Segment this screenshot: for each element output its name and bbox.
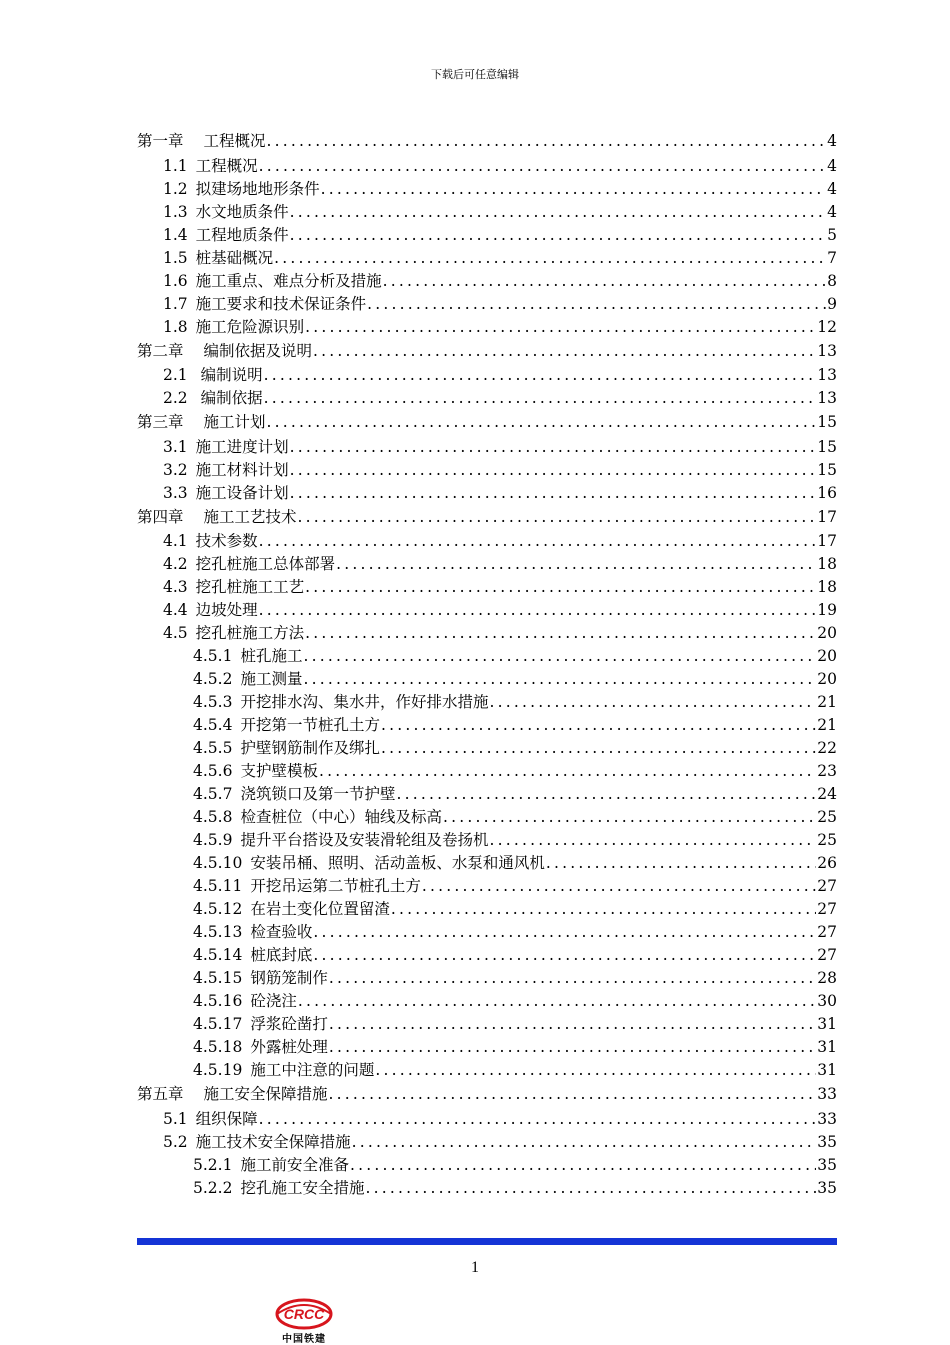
toc-entry-text <box>193 875 421 898</box>
toc-entry[interactable] <box>137 1059 837 1082</box>
toc-entry-title: 施工安全保障措施 <box>203 1085 328 1103</box>
toc-entry-number: 5.2 <box>163 1132 188 1151</box>
toc-entry-number: 1.4 <box>163 225 188 244</box>
toc-entry-number: 4.5.16 <box>193 992 243 1010</box>
toc-entry-title: 桩底封底 <box>250 946 313 964</box>
toc-dot-leader <box>290 201 826 224</box>
toc-entry-text <box>163 293 366 316</box>
toc-entry-number: 1.7 <box>163 294 188 313</box>
toc-dot-leader <box>274 247 826 270</box>
toc-entry[interactable] <box>137 783 837 806</box>
toc-entry-page: 22 <box>817 739 837 757</box>
toc-entry-text <box>193 668 302 691</box>
toc-dot-leader <box>443 806 816 829</box>
toc-dot-leader <box>329 967 816 990</box>
toc-entry[interactable] <box>137 622 837 645</box>
toc-entry-page: 20 <box>817 624 837 642</box>
toc-entry-page: 25 <box>817 808 837 826</box>
toc-entry[interactable] <box>137 921 837 944</box>
toc-entry-title: 施工计划 <box>203 413 266 431</box>
toc-entry-page: 31 <box>817 1061 837 1079</box>
toc-entry-title: 组织保障 <box>195 1109 258 1128</box>
toc-entry-number: 2.1 <box>163 366 193 384</box>
toc-entry-title: 施工重点、难点分析及措施 <box>195 271 382 290</box>
toc-entry-number: 4.5.4 <box>193 716 233 734</box>
toc-entry-number: 4.5.14 <box>193 946 243 964</box>
toc-dot-leader <box>305 622 816 645</box>
toc-dot-leader <box>329 1036 816 1059</box>
toc-entry[interactable] <box>137 1036 837 1059</box>
toc-entry-number: 第四章 <box>137 507 184 526</box>
toc-dot-leader <box>352 1131 817 1154</box>
toc-entry-number: 1.8 <box>163 317 188 336</box>
toc-entry-page: 18 <box>817 555 837 573</box>
toc-entry-title: 砼浇注 <box>250 992 297 1010</box>
toc-entry-number: 4.3 <box>163 578 188 596</box>
toc-entry-page: 20 <box>817 670 837 688</box>
toc-entry-title: 施工前安全准备 <box>240 1155 349 1174</box>
toc-entry-text <box>163 201 289 224</box>
toc-entry-number: 3.3 <box>163 483 188 502</box>
toc-entry-text <box>137 339 312 365</box>
toc-entry-text <box>137 410 266 436</box>
toc-entry-title: 挖孔桩施工总体部署 <box>195 555 336 573</box>
toc-entry-number: 4.2 <box>163 555 188 573</box>
toc-dot-leader <box>303 668 816 691</box>
toc-entry-title: 在岩土变化位置留渣 <box>250 900 390 918</box>
toc-entry-page: 31 <box>817 1038 837 1056</box>
toc-entry-page: 4 <box>827 179 837 198</box>
toc-dot-leader <box>305 316 816 339</box>
toc-entry-number: 4.5.12 <box>193 900 243 918</box>
toc-entry-number: 4.5.15 <box>193 969 243 987</box>
toc-dot-leader <box>259 530 817 553</box>
toc-entry-text <box>163 1108 258 1131</box>
toc-entry-title: 提升平台搭设及安装滑轮组及卷扬机 <box>240 831 489 849</box>
toc-entry-text <box>193 829 488 852</box>
toc-entry-text <box>193 645 302 668</box>
toc-entry[interactable] <box>137 364 837 387</box>
toc-entry-number: 4.5.19 <box>193 1061 243 1079</box>
toc-entry-page: 28 <box>817 969 837 987</box>
toc-entry-page: 4 <box>827 156 837 175</box>
toc-entry[interactable] <box>137 737 837 760</box>
toc-entry-number: 4.5.10 <box>193 854 243 872</box>
toc-entry-title: 外露桩处理 <box>250 1038 328 1056</box>
toc-entry-text <box>193 737 380 760</box>
toc-entry-text <box>193 990 297 1013</box>
toc-entry-number: 4.5.11 <box>193 877 243 895</box>
toc-dot-leader <box>259 1108 817 1131</box>
toc-entry-page: 15 <box>817 460 837 479</box>
toc-entry-title: 开挖排水沟、集水井，作好排水措施 <box>240 693 489 711</box>
logo-text: CRCC <box>283 1306 325 1322</box>
toc-entry-title: 施工要求和技术保证条件 <box>195 294 367 313</box>
toc-entry-page: 35 <box>817 1178 837 1197</box>
toc-entry-page: 15 <box>817 437 837 456</box>
toc-entry-page: 13 <box>817 366 837 384</box>
toc-entry-title: 边坡处理 <box>195 601 258 619</box>
toc-entry-text <box>193 1177 364 1200</box>
toc-entry-page: 17 <box>817 532 837 550</box>
page-number: 1 <box>471 1259 479 1276</box>
toc-entry-number: 第三章 <box>137 413 184 431</box>
toc-entry[interactable] <box>137 201 837 224</box>
toc-entry-text <box>193 806 442 829</box>
toc-entry[interactable] <box>137 530 837 553</box>
toc-entry-number: 4.5.18 <box>193 1038 243 1056</box>
toc-entry[interactable] <box>137 339 837 365</box>
toc-entry[interactable] <box>137 1013 837 1036</box>
toc-dot-leader <box>264 387 817 410</box>
toc-entry[interactable] <box>137 410 837 436</box>
toc-entry-page: 18 <box>817 578 837 596</box>
toc-entry[interactable] <box>137 459 837 482</box>
toc-entry[interactable] <box>137 155 837 178</box>
toc-entry-text <box>163 316 304 339</box>
toc-dot-leader <box>313 944 816 967</box>
toc-entry-title: 挖孔桩施工方法 <box>195 624 305 642</box>
toc-entry[interactable] <box>137 967 837 990</box>
toc-entry-text <box>163 599 258 622</box>
toc-entry-page: 25 <box>817 831 837 849</box>
toc-entry-title: 拟建场地地形条件 <box>195 179 320 198</box>
toc-entry[interactable] <box>137 990 837 1013</box>
toc-entry-number: 第五章 <box>137 1085 184 1103</box>
toc-entry[interactable] <box>137 576 837 599</box>
toc-entry-text <box>163 459 289 482</box>
toc-entry-number: 3.1 <box>163 437 188 456</box>
toc-entry-title: 开挖第一节桩孔土方 <box>240 716 380 734</box>
toc-entry-page: 13 <box>817 389 837 407</box>
toc-entry-page: 20 <box>817 647 837 665</box>
toc-entry-number: 4.5.8 <box>193 808 233 826</box>
toc-entry-title: 施工中注意的问题 <box>250 1061 375 1079</box>
toc-dot-leader <box>313 339 816 365</box>
toc-entry-page: 35 <box>817 1132 837 1151</box>
toc-entry[interactable] <box>137 482 837 505</box>
toc-entry-text <box>163 387 263 410</box>
toc-entry-page: 21 <box>817 716 837 734</box>
toc-dot-leader <box>267 410 817 436</box>
toc-dot-leader <box>381 737 816 760</box>
toc-dot-leader <box>396 783 816 806</box>
toc-entry-number: 1.6 <box>163 271 188 290</box>
toc-entry[interactable] <box>137 898 837 921</box>
toc-entry[interactable] <box>137 270 837 293</box>
toc-entry[interactable] <box>137 760 837 783</box>
toc-entry[interactable] <box>137 553 837 576</box>
toc-entry[interactable] <box>137 806 837 829</box>
toc-entry-title: 安装吊桶、照明、活动盖板、水泵和通风机 <box>250 854 545 872</box>
toc-entry-page: 4 <box>827 132 837 150</box>
toc-dot-leader <box>259 155 826 178</box>
toc-dot-leader <box>546 852 816 875</box>
toc-entry-page: 27 <box>817 900 837 918</box>
toc-entry-page: 27 <box>817 923 837 941</box>
logo-caption: 中国铁建 <box>282 1334 326 1345</box>
toc-entry[interactable] <box>137 645 837 668</box>
toc-entry-number: 第一章 <box>137 132 184 150</box>
toc-entry-page: 33 <box>817 1109 837 1128</box>
toc-entry-title: 编制依据及说明 <box>203 341 313 360</box>
toc-entry-text <box>163 364 263 387</box>
toc-entry[interactable] <box>137 1131 837 1154</box>
toc-entry-text <box>193 944 312 967</box>
toc-entry-page: 16 <box>817 483 837 502</box>
toc-entry[interactable] <box>137 178 837 201</box>
toc-entry-page: 23 <box>817 762 837 780</box>
toc-entry-text <box>193 783 395 806</box>
toc-dot-leader <box>264 364 817 387</box>
toc-entry-title: 编制依据 <box>200 389 263 407</box>
toc-entry[interactable] <box>137 714 837 737</box>
toc-entry-page: 27 <box>817 877 837 895</box>
toc-entry-title: 施工测量 <box>240 670 303 688</box>
toc-entry[interactable] <box>137 316 837 339</box>
toc-dot-leader <box>329 1082 817 1108</box>
toc-entry-text <box>137 505 297 531</box>
toc-entry-number: 3.2 <box>163 460 188 479</box>
toc-entry-text <box>137 1082 328 1108</box>
toc-entry-number: 4.5 <box>163 624 188 642</box>
toc-dot-leader <box>321 178 826 201</box>
toc-entry-text <box>137 129 266 155</box>
toc-entry-title: 施工工艺技术 <box>203 507 297 526</box>
toc-dot-leader <box>329 1013 816 1036</box>
toc-entry[interactable] <box>137 293 837 316</box>
toc-entry-text <box>193 1154 349 1177</box>
toc-entry[interactable] <box>137 129 837 155</box>
toc-entry-title: 桩基础概况 <box>195 248 274 267</box>
toc-entry-text <box>163 553 335 576</box>
toc-entry-page: 7 <box>827 248 837 267</box>
toc-entry-text <box>193 1036 328 1059</box>
toc-dot-leader <box>367 293 826 316</box>
toc-entry-text <box>193 760 318 783</box>
toc-entry[interactable] <box>137 599 837 622</box>
toc-dot-leader <box>381 714 816 737</box>
toc-entry-title: 水文地质条件 <box>195 202 289 221</box>
toc-entry-text <box>163 224 289 247</box>
toc-entry-title: 浮浆砼凿打 <box>250 1015 328 1033</box>
toc-entry[interactable] <box>137 1177 837 1200</box>
toc-entry-number: 4.5.7 <box>193 785 233 803</box>
toc-entry-page: 5 <box>827 225 837 244</box>
toc-entry[interactable] <box>137 852 837 875</box>
toc-entry-page: 31 <box>817 1015 837 1033</box>
toc-entry-number: 2.2 <box>163 389 193 407</box>
toc-entry-number: 1.5 <box>163 248 188 267</box>
toc-entry-title: 护壁钢筋制作及绑扎 <box>240 739 380 757</box>
toc-entry-text <box>193 691 488 714</box>
toc-dot-leader <box>319 760 816 783</box>
toc-dot-leader <box>298 505 817 531</box>
toc-entry[interactable] <box>137 1108 837 1131</box>
toc-entry-text <box>193 1059 374 1082</box>
toc-entry-number: 5.1 <box>163 1109 188 1128</box>
toc-entry-title: 技术参数 <box>195 532 258 550</box>
toc-entry-title: 支护壁模板 <box>240 762 318 780</box>
toc-entry-page: 4 <box>827 202 837 221</box>
toc-entry-title: 挖孔施工安全措施 <box>240 1178 365 1197</box>
toc-entry-title: 检查验收 <box>250 923 313 941</box>
toc-entry-number: 5.2.2 <box>193 1178 233 1197</box>
toc-entry-number: 4.5.13 <box>193 923 243 941</box>
toc-entry-number: 4.5.1 <box>193 647 233 665</box>
toc-entry-title: 施工进度计划 <box>195 437 289 456</box>
toc-entry[interactable] <box>137 668 837 691</box>
download-note: 下载后可任意编辑 <box>431 68 519 81</box>
toc-entry-number: 4.1 <box>163 532 188 550</box>
toc-entry[interactable] <box>137 1154 837 1177</box>
toc-entry-title: 挖孔桩施工工艺 <box>195 578 305 596</box>
toc-dot-leader <box>298 990 816 1013</box>
toc-entry[interactable] <box>137 224 837 247</box>
toc-entry-page: 15 <box>817 413 837 431</box>
toc-entry-title: 施工危险源识别 <box>195 317 305 336</box>
toc-dot-leader <box>336 553 816 576</box>
toc-dot-leader <box>365 1177 816 1200</box>
toc-entry-title: 检查桩位（中心）轴线及标高 <box>240 808 442 826</box>
toc-dot-leader <box>489 829 816 852</box>
toc-entry-number: 1.3 <box>163 202 188 221</box>
toc-entry-page: 30 <box>817 992 837 1010</box>
toc-dot-leader <box>313 921 816 944</box>
toc-dot-leader <box>290 436 817 459</box>
toc-entry[interactable] <box>137 436 837 459</box>
toc-entry-title: 编制说明 <box>200 366 263 384</box>
toc-entry-number: 4.4 <box>163 601 188 619</box>
toc-entry-text <box>193 1013 328 1036</box>
toc-dot-leader <box>305 576 816 599</box>
toc-entry-page: 17 <box>817 507 837 526</box>
toc-dot-leader <box>290 482 817 505</box>
toc-entry[interactable] <box>137 691 837 714</box>
toc-entry-page: 27 <box>817 946 837 964</box>
toc-entry-text <box>163 576 304 599</box>
toc-entry-number: 4.5.5 <box>193 739 233 757</box>
toc-entry-text <box>193 921 312 944</box>
toc-entry-text <box>193 714 380 737</box>
toc-entry[interactable] <box>137 829 837 852</box>
toc-entry[interactable] <box>137 387 837 410</box>
toc-entry-page: 21 <box>817 693 837 711</box>
toc-entry-title: 施工材料计划 <box>195 460 289 479</box>
toc-entry-number: 1.1 <box>163 156 188 175</box>
toc-entry-number: 4.5.3 <box>193 693 233 711</box>
toc-entry[interactable] <box>137 505 837 531</box>
toc-entry-number: 1.2 <box>163 179 188 198</box>
table-of-contents <box>137 129 837 1200</box>
toc-entry-number: 4.5.2 <box>193 670 233 688</box>
toc-entry-number: 4.5.9 <box>193 831 233 849</box>
toc-entry-text <box>163 178 320 201</box>
toc-dot-leader <box>350 1154 816 1177</box>
toc-entry-title: 桩孔施工 <box>240 647 303 665</box>
toc-entry-text <box>163 436 289 459</box>
footer-rule <box>137 1238 837 1245</box>
toc-entry-text <box>193 898 390 921</box>
toc-entry-text <box>163 530 258 553</box>
toc-entry-title: 钢筋笼制作 <box>250 969 328 987</box>
toc-entry-text <box>163 247 273 270</box>
toc-entry-text <box>163 482 289 505</box>
toc-entry[interactable] <box>137 247 837 270</box>
toc-dot-leader <box>489 691 816 714</box>
toc-dot-leader <box>290 224 826 247</box>
toc-entry-text <box>193 967 328 990</box>
toc-entry-page: 13 <box>817 341 837 360</box>
toc-entry-page: 8 <box>827 271 837 290</box>
toc-dot-leader <box>267 129 826 155</box>
toc-dot-leader <box>290 459 817 482</box>
toc-dot-leader <box>383 270 826 293</box>
toc-entry-text <box>193 852 545 875</box>
toc-entry-title: 工程地质条件 <box>195 225 289 244</box>
toc-entry-title: 工程概况 <box>203 132 266 150</box>
toc-entry-number: 5.2.1 <box>193 1155 233 1174</box>
toc-entry-title: 开挖吊运第二节桩孔土方 <box>250 877 421 895</box>
toc-entry-number: 4.5.17 <box>193 1015 243 1033</box>
toc-entry-title: 工程概况 <box>195 156 258 175</box>
toc-entry-text <box>163 1131 351 1154</box>
toc-dot-leader <box>391 898 816 921</box>
toc-entry-page: 26 <box>817 854 837 872</box>
toc-entry-text <box>163 622 304 645</box>
toc-entry-title: 施工设备计划 <box>195 483 289 502</box>
toc-entry-title: 施工技术安全保障措施 <box>195 1132 351 1151</box>
toc-entry-number: 第二章 <box>137 341 184 360</box>
toc-entry[interactable] <box>137 944 837 967</box>
toc-dot-leader <box>259 599 817 622</box>
toc-entry-page: 9 <box>827 294 837 313</box>
toc-entry-title: 浇筑锁口及第一节护壁 <box>240 785 396 803</box>
toc-entry-page: 33 <box>817 1085 837 1103</box>
toc-entry-number: 4.5.6 <box>193 762 233 780</box>
toc-dot-leader <box>303 645 816 668</box>
toc-entry-page: 24 <box>817 785 837 803</box>
toc-entry[interactable] <box>137 1082 837 1108</box>
toc-entry-page: 12 <box>817 317 837 336</box>
toc-entry-text <box>163 270 382 293</box>
toc-entry[interactable] <box>137 875 837 898</box>
toc-dot-leader <box>422 875 816 898</box>
toc-entry-text <box>163 155 258 178</box>
toc-dot-leader <box>375 1059 816 1082</box>
toc-entry-page: 19 <box>817 601 837 619</box>
toc-entry-page: 35 <box>817 1155 837 1174</box>
